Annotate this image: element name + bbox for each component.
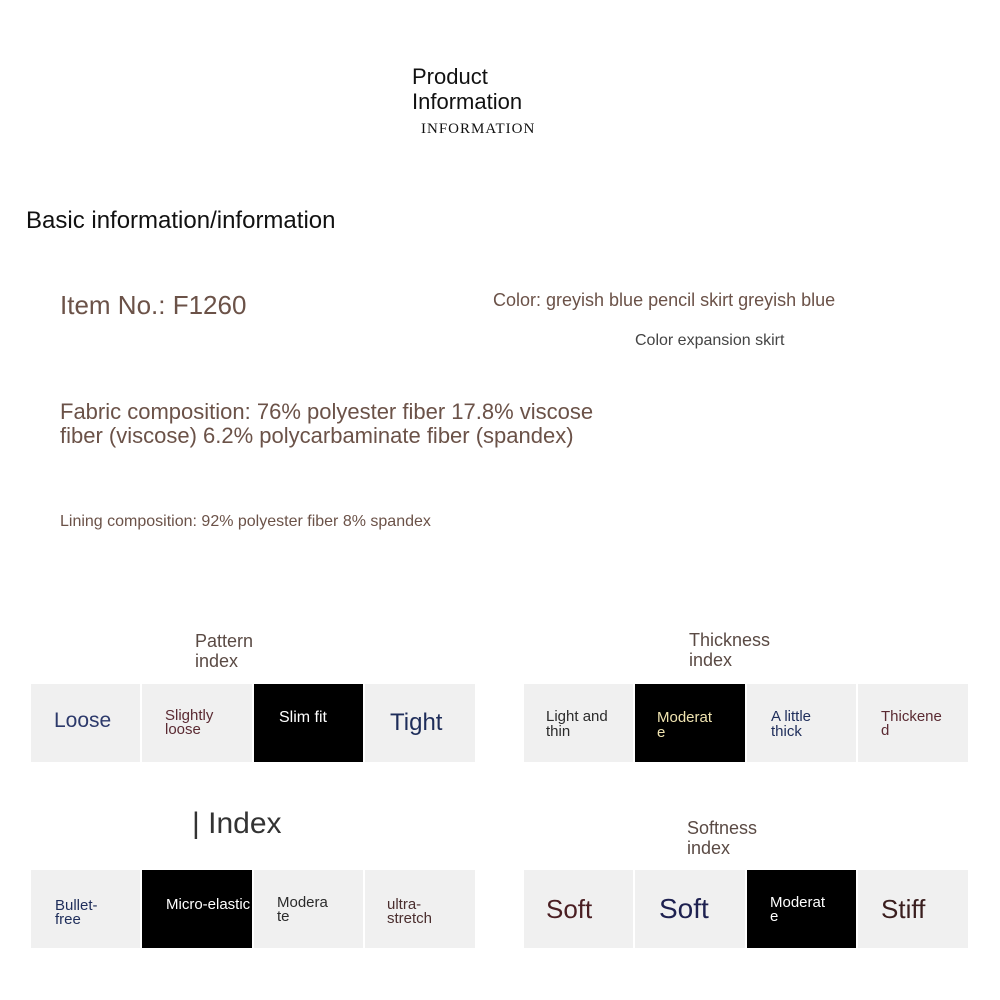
thickness-option-label: Light and bbox=[546, 708, 608, 725]
pattern-option-tight bbox=[365, 684, 475, 762]
softness-option-label: Soft bbox=[659, 893, 709, 924]
elastic-option-label: ultra- bbox=[387, 896, 422, 913]
color-info: Color: greyish blue pencil skirt greyish blue bbox=[493, 290, 836, 310]
thickness-option-label: A little bbox=[771, 708, 812, 725]
elastic-option-label: free bbox=[55, 911, 81, 928]
pattern-option-label: Loose bbox=[54, 709, 112, 732]
thickness-option-label: Thickene bbox=[881, 708, 942, 725]
softness-index-title bbox=[687, 818, 777, 858]
thickness-index-title-line1: Thickness bbox=[689, 630, 771, 650]
elastic-option-label: stretch bbox=[387, 910, 433, 927]
softness-option-moderate-selected bbox=[747, 870, 856, 948]
softness-option-label: Soft bbox=[546, 894, 593, 924]
softness-index-title-line1: Softness bbox=[687, 818, 758, 838]
pattern-option-label: Tight bbox=[390, 709, 443, 736]
thickness-option-light-and-thin bbox=[524, 684, 633, 762]
thickness-option-label: thin bbox=[546, 723, 571, 740]
softness-option-label: e bbox=[770, 908, 779, 925]
thickness-option-label: thick bbox=[771, 723, 802, 740]
thickness-option-label: d bbox=[881, 722, 890, 739]
softness-option-stiff bbox=[858, 870, 968, 948]
softness-option-label: Moderat bbox=[770, 894, 826, 911]
softness-option-soft bbox=[524, 870, 633, 948]
pattern-index-title bbox=[195, 631, 285, 671]
thickness-option-label: Moderat bbox=[657, 709, 713, 726]
pattern-option-label: Slim fit bbox=[279, 709, 327, 726]
elastic-option-ultra-stretch bbox=[365, 870, 475, 948]
thickness-option-thickened bbox=[858, 684, 968, 762]
section-heading: Basic information/information bbox=[26, 207, 336, 234]
thickness-option-label: e bbox=[657, 724, 666, 741]
lining-composition: Lining composition: 92% polyester fiber 8% spandex bbox=[60, 513, 431, 530]
thickness-option-a-little-thick bbox=[747, 684, 856, 762]
pattern-index-title-line2: index bbox=[195, 651, 239, 671]
pattern-option-label: Slightly bbox=[165, 707, 214, 724]
title-line-1: Product bbox=[412, 64, 488, 89]
elastic-option-label: te bbox=[277, 908, 290, 925]
thickness-index-title bbox=[689, 630, 779, 670]
elastic-option-label: Micro-elastic bbox=[166, 896, 251, 913]
pattern-option-slightly-loose bbox=[142, 684, 252, 762]
pattern-option-loose bbox=[31, 684, 140, 762]
thickness-index-title-line2: index bbox=[689, 650, 733, 670]
thickness-option-moderate-selected bbox=[635, 684, 745, 762]
color-subinfo: Color expansion skirt bbox=[635, 332, 785, 349]
elastic-option-label: Bullet- bbox=[55, 897, 98, 914]
pattern-option-label: loose bbox=[165, 721, 201, 738]
title-line-2: Information bbox=[412, 89, 523, 114]
pattern-option-slim-fit-selected bbox=[254, 684, 363, 762]
softness-option-soft-2 bbox=[635, 870, 745, 948]
elastic-option-label: Modera bbox=[277, 894, 328, 911]
elastic-option-micro-elastic-selected bbox=[142, 870, 252, 948]
softness-option-label: Stiff bbox=[881, 894, 926, 924]
softness-index-title-line2: index bbox=[687, 838, 731, 858]
item-number: Item No.: F1260 bbox=[60, 290, 247, 320]
elastic-index-title: | Index bbox=[192, 807, 282, 840]
fabric-composition-2: fiber (viscose) 6.2% polycarbaminate fiber (spandex) bbox=[60, 423, 574, 448]
pattern-index-title-line1: Pattern bbox=[195, 631, 254, 651]
fabric-composition-1: Fabric composition: 76% polyester fiber 17.8% viscose bbox=[60, 399, 594, 424]
title-subtitle: INFORMATION bbox=[421, 121, 536, 137]
elastic-option-bullet-free bbox=[31, 870, 140, 948]
elastic-option-moderate bbox=[254, 870, 363, 948]
